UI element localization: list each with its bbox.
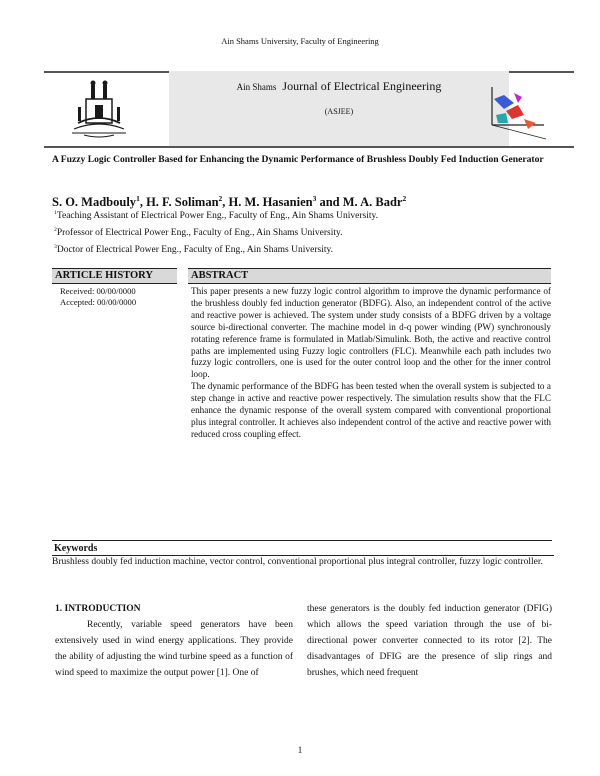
abstract-paragraph: This paper presents a new fuzzy logic control algorithm to improve the dynamic performance of the brushless doubly fed induction generator (BDFG). Also, an independent control of the active and reactive power is achieved. The system under study consists of a BDFG driven by a voltage source bi-directional converter. The machine model in d-q power winding (PW) synchronously rotating reference frame is formulated in Matlab/Simulink. Both, the active and reactive control paths are implemented using Fuzzy logic controllers (FLC). Meanwhile each path includes two fuzzy logic controllers, one is used for the outer control loop and the other for the inner control loop.: [191, 286, 551, 380]
section-heading: 1. INTRODUCTION: [55, 604, 141, 614]
author-separator: ,: [222, 195, 226, 209]
journal-name: Journal of Electrical Engineering: [282, 79, 442, 93]
journal-prefix: Ain Shams: [236, 82, 277, 92]
journal-banner: [44, 71, 574, 147]
abstract-paragraph: The dynamic performance of the BDFG has been tested when the overall system is subjected to a step change in active and reactive power respectively. The simulation results show that the FLC enhance the dynamic response of the overall system compared with conventional proportional plus integral controller. It achieves also independent control of the active and reactive power with reduced cross coupling effect.: [191, 381, 551, 439]
section-divider: [52, 540, 552, 541]
body-paragraph: these generators is the doubly fed induction generator (DFIG) which allows the speed variation through the use of bi-directional power converter connected to its rotor [2]. The disadvantages of DFIG are the presence of slip rings and brushes, which need frequent: [307, 604, 552, 678]
keywords-heading: Keywords: [52, 542, 554, 556]
author-name: H. M. Hasanien: [228, 195, 313, 209]
author-name: M. A. Badr: [342, 195, 403, 209]
accepted-date: Accepted: 00/00/0000: [60, 297, 137, 307]
journal-logo: [484, 85, 554, 143]
abstract: [188, 268, 551, 441]
affiliation-line: [54, 245, 333, 255]
affiliation-mark: 2: [54, 226, 57, 233]
body-column-right: [307, 602, 552, 682]
article-history-heading: ARTICLE HISTORY: [52, 268, 177, 284]
university-crest-logo: [64, 77, 134, 139]
page-number: 1: [297, 745, 303, 755]
author-separator: ,: [139, 195, 143, 209]
journal-abbreviation: (ASJEE): [324, 107, 354, 116]
journal-title: [169, 79, 509, 94]
abstract-body: [191, 286, 551, 441]
author-name: S. O. Madbouly: [52, 195, 137, 209]
journal-title-block: [169, 71, 509, 147]
affiliation-line: [54, 228, 343, 238]
author-name: H. F. Soliman: [146, 195, 219, 209]
affiliation-text: Professor of Electrical Power Eng., Faculty of Eng., Ain Shams University.: [56, 228, 343, 238]
running-head: Ain Shams University, Faculty of Engineering: [221, 36, 379, 46]
affiliation-mark: 3: [54, 243, 57, 250]
author-separator: and: [319, 195, 340, 209]
article-history: [52, 268, 177, 308]
author-list: [52, 195, 406, 210]
banner-bottom-rule: [44, 146, 574, 148]
keywords-text: Brushless doubly fed induction machine, vector control, conventional proportional plus integral controller, fuzzy logic controller.: [52, 557, 543, 567]
paper-title: A Fuzzy Logic Controller Based for Enhancing the Dynamic Performance of Brushless Doubly Fed Induction Generator: [52, 154, 544, 165]
author-mark: 3: [312, 193, 317, 203]
affiliation-text: Doctor of Electrical Power Eng., Faculty of Eng., Ain Shams University.: [56, 245, 333, 255]
abstract-heading: ABSTRACT: [188, 268, 551, 284]
body-column-left: [55, 602, 293, 682]
affiliation-text: Teaching Assistant of Electrical Power Eng., Faculty of Eng., Ain Shams University.: [56, 211, 378, 221]
author-mark: 1: [136, 193, 140, 203]
affiliation-line: [54, 211, 378, 221]
author-mark: 2: [402, 193, 407, 203]
author-mark: 2: [218, 193, 223, 203]
affiliation-mark: 1: [54, 209, 57, 216]
received-date: Received: 00/00/0000: [60, 286, 136, 296]
body-paragraph: Recently, variable speed generators have been extensively used in wind energy applications. They provide the ability of adjusting the wind turbine speed as a function of wind speed to maximize the output power [1]. One of: [55, 619, 293, 678]
